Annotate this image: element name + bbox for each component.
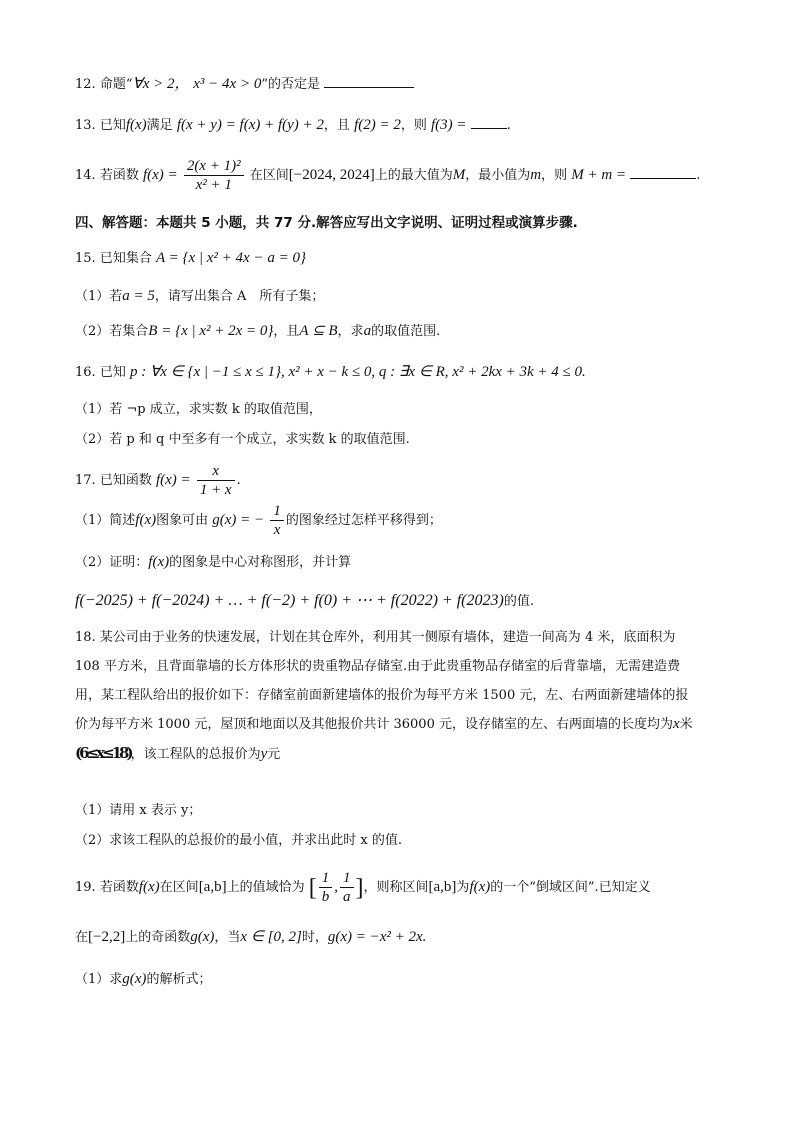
question-16: 16. 已知 p : ∀x ∈ {x | −1 ≤ x ≤ 1}, x² + x − k ≤ 0, q : ∃x ∈ R, x² + 2kx + 3k + 4 ≤ 0. [75,364,586,380]
question-15-part-1: （1）若a = 5，请写出集合 A 所有子集； [75,288,325,304]
question-17-part-1: （1）简述f(x)图象可由 g(x) = − $\frac{1}{x}$ 的图象经过怎样平移得到； [75,503,442,538]
question-15: 15. 已知集合 A = {x | x² + 4x − a = 0} [75,250,306,266]
question-16-part-1: （1）若 ¬p 成立，求实数 k 的取值范围， [75,402,322,417]
question-15-part-2: （2）若集合B = {x | x² + 2x = 0}，且A ⊆ B，求a的取值范围. [75,323,441,339]
question-17-sum: f(−2025) + f(−2024) + … + f(−2) + f(0) + ⋯ + f(2022) + f(2023)的值. [75,592,534,609]
answer-blank-14[interactable] [630,166,696,179]
question-19: 19. 若函数f(x)在区间[a,b]上的值域恰为 [ $\frac{1}{b}$ , $\frac{1}{a}$ ]，则称区间[a,b]为f(x)的一个“倒域区间”.已知定义 [75,870,651,905]
answer-blank-13[interactable] [471,116,507,129]
question-13: 13. 已知f(x)满足 f(x + y) = f(x) + f(y) + 2，且 f(2) = 2，则 f(3) = . [75,117,511,133]
question-14: 14. 若函数 f(x) = $\frac{\text{2(x + 1)²}}{\text{x² + 1}}$ 在区间[−2024, 2024]上的最大值为M，最小值为m，则 M + m = . [75,158,701,193]
question-19-part-1: （1）求g(x)的解析式； [75,971,212,987]
question-16-part-2: （2）若 p 和 q 中至多有一个成立，求实数 k 的取值范围. [75,432,410,447]
fraction-19-2: $\frac{1}{a}$ [340,869,354,906]
question-18-part-2: （2）求该工程队的总报价的最小值，并求出此时 x 的值. [75,833,402,848]
fraction-19-1: $\frac{1}{b}$ [319,869,333,906]
fraction-17: $\frac{x}{1 + x}$ [197,462,235,499]
answer-blank-12[interactable] [324,75,414,88]
fraction-17-g: $\frac{1}{x}$ [270,502,284,539]
question-18: 18. 某公司由于业务的快速发展，计划在其仓库外，利用其一侧原有墙体，建造一间高为 4 米，底面积为 108 平方米，且背面靠墙的长方体形状的贵重物品存储室.由于此贵重物品存储室的后背靠墙，无需建造费 用，某工程队给出的报价如下：存储室前面新建墙体的报价为每平方米 1500 元，左、右两面新建墙体的报 价为每平方米 1000 元，屋顶和地面以及其他报价共计 36000 元，设存储室的左、右两面墙的长度均为x米 (6≤x≤18)，该工程队的总报价为y元 [75,630,693,762]
question-19-line-2: 在[−2,2]上的奇函数g(x)，当x ∈ [0, 2]时，g(x) = −x² + 2x. [75,929,427,945]
section-heading: 四、解答题：本题共 5 小题，共 77 分.解答应写出文字说明、证明过程或演算步骤. [75,215,578,231]
question-17-part-2: （2）证明：f(x)的图象是中心对称图形，并计算 [75,554,352,570]
question-12: 12. 命题“∀x > 2， x³ − 4x > 0”的否定是 [75,75,414,94]
question-18-part-1: （1）请用 x 表示 y； [75,803,202,818]
fraction-14: $\frac{\text{2(x + 1)²}}{\text{x² + 1}}$ [184,157,244,194]
question-17: 17. 已知函数 f(x) = $\frac{x}{1 + x}$ . [75,463,241,498]
